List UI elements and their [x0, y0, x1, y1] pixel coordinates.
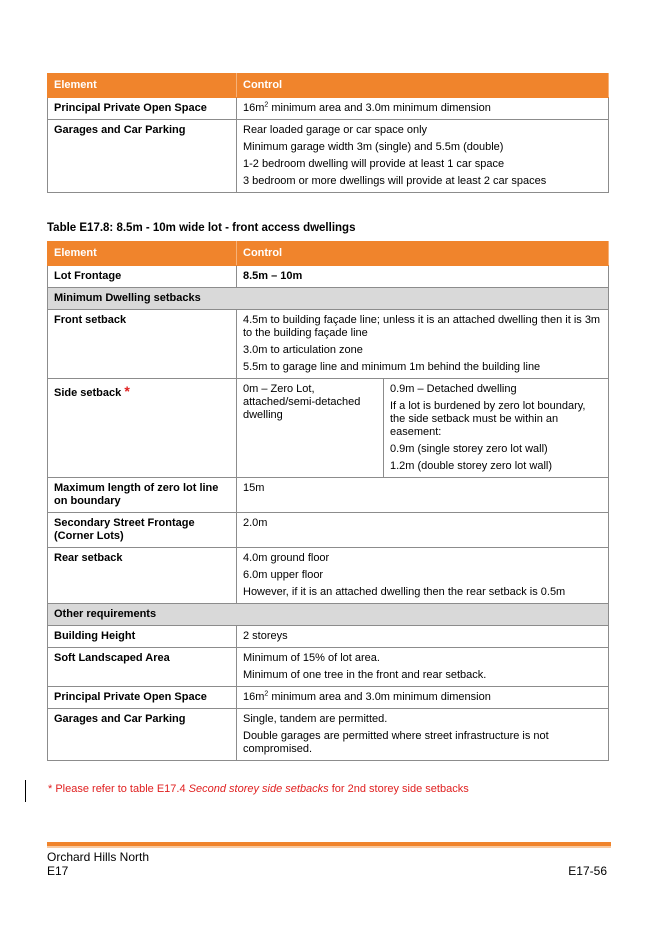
row-element: Building Height — [48, 626, 237, 648]
control-line: Minimum of one tree in the front and rear setback. — [243, 669, 487, 681]
row-element: Rear setback — [48, 548, 237, 604]
control-line: Rear loaded garage or car space only — [243, 124, 428, 136]
table-row — [48, 98, 609, 120]
table-row — [48, 626, 609, 648]
table-row — [48, 120, 609, 193]
footer-rule-shadow — [47, 846, 611, 848]
control-line: Minimum of 15% of lot area. — [243, 652, 380, 664]
row-control — [237, 548, 609, 604]
section-label: Other requirements — [48, 604, 609, 626]
detached-column — [384, 379, 608, 477]
table-row — [48, 687, 609, 709]
footnote-prefix: * Please refer to table E17.4 — [48, 783, 189, 795]
footer-doc-title: Orchard Hills North — [47, 850, 150, 864]
row-element: Secondary Street Frontage (Corner Lots) — [48, 513, 237, 548]
table-row — [48, 478, 609, 513]
control-line: Single, tandem are permitted. — [243, 713, 388, 725]
control-line: 0m – Zero Lot, attached/semi-detached dwelling — [243, 383, 361, 421]
control-line: 0.9m – Detached dwelling — [390, 383, 517, 395]
row-element: Garages and Car Parking — [48, 709, 237, 761]
row-control — [237, 648, 609, 687]
row-control: 2 storeys — [237, 626, 609, 648]
control-line: 1-2 bedroom dwelling will provide at least 1 car space — [243, 158, 505, 170]
header-element: Element — [48, 242, 237, 266]
row-control — [237, 709, 609, 761]
control-line: 4.0m ground floor — [243, 552, 330, 564]
row-control — [237, 379, 609, 478]
table-row — [48, 648, 609, 687]
side-setback-label: Side setback — [54, 387, 122, 399]
control-line: 6.0m upper floor — [243, 569, 324, 581]
table-row — [48, 548, 609, 604]
row-control — [237, 120, 609, 193]
control-line: 5.5m to garage line and minimum 1m behind the building line — [243, 361, 541, 373]
row-element: Principal Private Open Space — [48, 687, 237, 709]
table-header-row — [48, 74, 609, 98]
row-control — [237, 98, 609, 120]
table-header-row — [48, 242, 609, 266]
zero-lot-column — [237, 379, 384, 477]
table-row — [48, 379, 609, 478]
control-line: Minimum garage width 3m (single) and 5.5m (double) — [243, 141, 504, 153]
header-element: Element — [48, 74, 237, 98]
control-line: 4.5m to building façade line; unless it is an attached dwelling then it is 3m to the building façade line — [243, 314, 601, 339]
footnote-suffix: for 2nd storey side setbacks — [328, 783, 469, 795]
table-row — [48, 709, 609, 761]
table-row — [48, 266, 609, 288]
row-control: 8.5m – 10m — [237, 266, 609, 288]
controls-table-e17-8 — [47, 241, 609, 761]
asterisk-marker: * — [124, 383, 130, 399]
footnote — [48, 783, 469, 795]
text-cursor-bar — [25, 780, 26, 802]
table-row — [48, 513, 609, 548]
header-control: Control — [237, 74, 609, 98]
control-line: However, if it is an attached dwelling then the rear setback is 0.5m — [243, 586, 566, 598]
table-row — [48, 310, 609, 379]
control-line: 1.2m (double storey zero lot wall) — [390, 460, 553, 472]
control-line: $16m^2$ minimum area and 3.0m minimum dimension — [243, 101, 491, 114]
controls-table-continued — [47, 73, 609, 193]
footnote-italic: Second storey side setbacks — [188, 783, 329, 795]
row-element: Principal Private Open Space — [48, 98, 237, 120]
control-line: If a lot is burdened by zero lot boundary, the side setback must be within an easement: — [390, 400, 586, 438]
row-element: Garages and Car Parking — [48, 120, 237, 193]
row-control: 15m — [237, 478, 609, 513]
table-caption: Table E17.8: 8.5m - 10m wide lot - front access dwellings — [47, 222, 356, 234]
row-element: Front setback — [48, 310, 237, 379]
row-element: Lot Frontage — [48, 266, 237, 288]
row-control — [237, 310, 609, 379]
row-control: 2.0m — [237, 513, 609, 548]
section-label: Minimum Dwelling setbacks — [48, 288, 609, 310]
row-element — [48, 379, 237, 478]
row-control: $16m^2$ minimum area and 3.0m minimum dimension — [237, 687, 609, 709]
page-number: E17-56 — [568, 864, 607, 878]
control-line: 3.0m to articulation zone — [243, 344, 363, 356]
footer-left — [47, 850, 149, 878]
row-element: Soft Landscaped Area — [48, 648, 237, 687]
header-control: Control — [237, 242, 609, 266]
section-row — [48, 288, 609, 310]
footer-section: E17 — [47, 864, 69, 878]
section-row — [48, 604, 609, 626]
control-line: Double garages are permitted where street infrastructure is not compromised. — [243, 730, 549, 755]
row-element: Maximum length of zero lot line on boundary — [48, 478, 237, 513]
control-line: 3 bedroom or more dwellings will provide at least 2 car spaces — [243, 175, 547, 187]
control-line: 0.9m (single storey zero lot wall) — [390, 443, 548, 455]
